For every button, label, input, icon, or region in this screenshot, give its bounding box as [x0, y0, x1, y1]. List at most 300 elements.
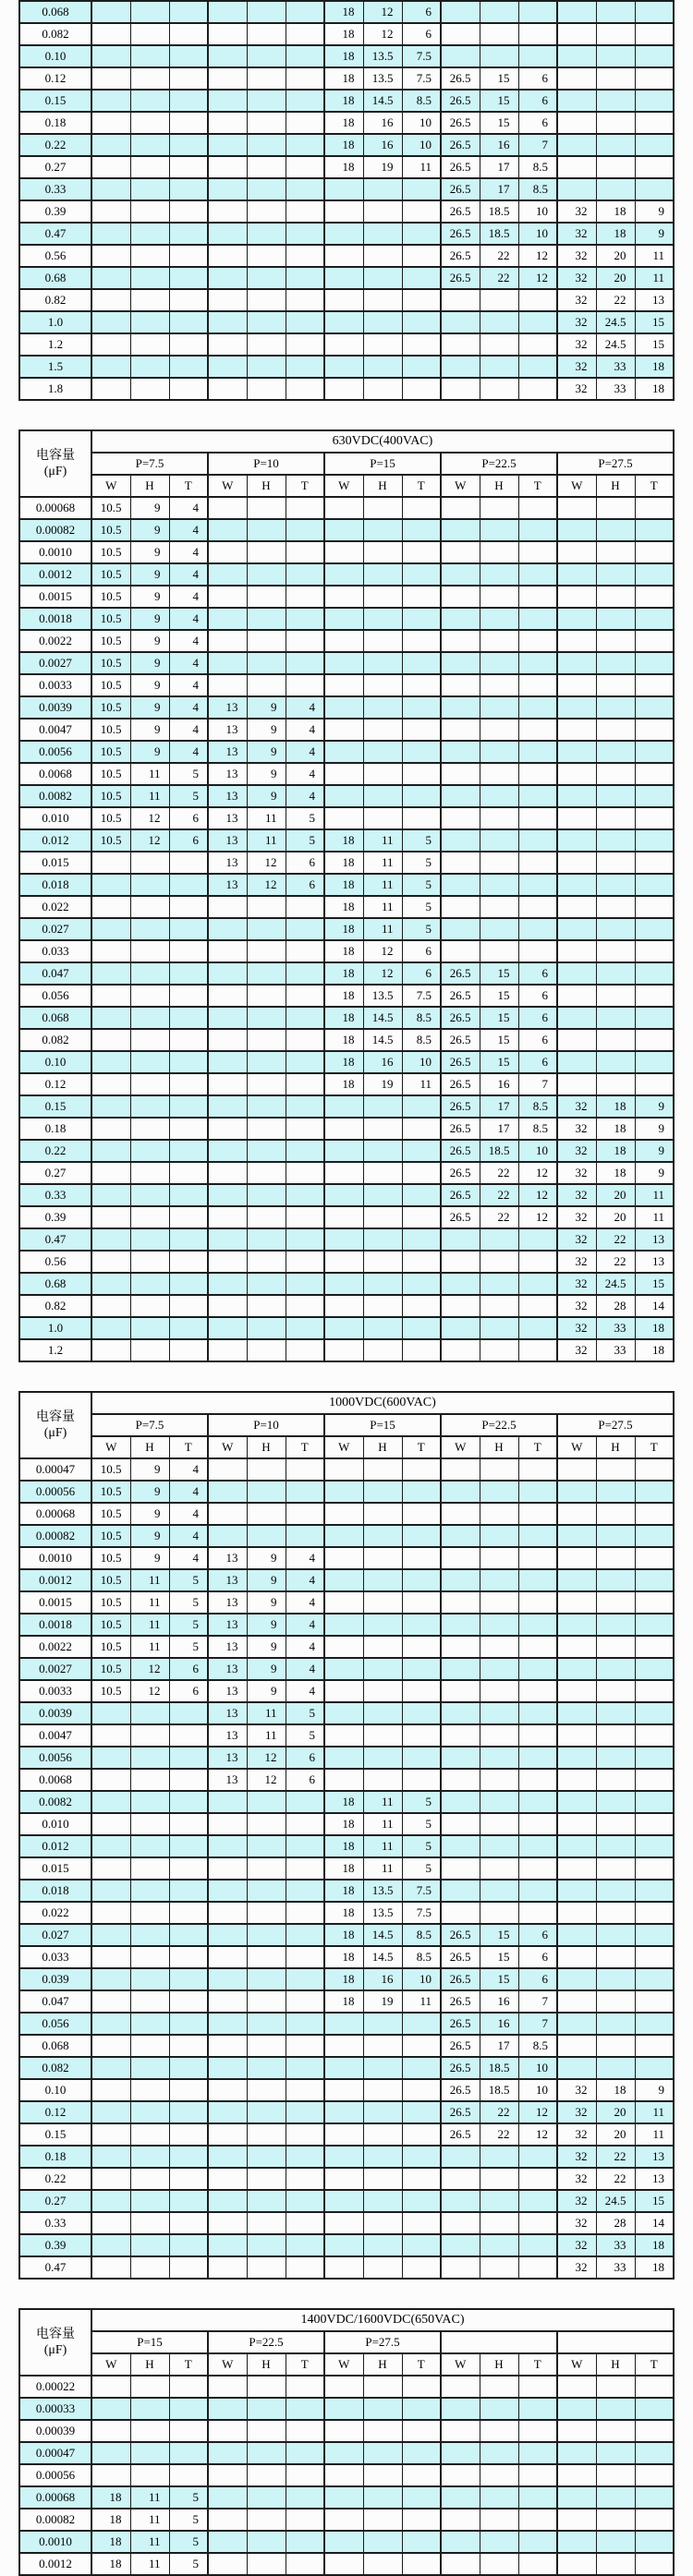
- table-row: [19, 1073, 674, 1095]
- dimension-value: [557, 1547, 596, 1569]
- table-row: [19, 1924, 674, 1946]
- dimension-value: [208, 1251, 247, 1273]
- dimension-value: [130, 1747, 169, 1769]
- dimension-value: [596, 2013, 635, 2035]
- dimension-value: [169, 1184, 208, 1206]
- dimension-value: [286, 2234, 324, 2256]
- dimension-value: [286, 940, 324, 962]
- dimension-value: 18: [91, 2531, 130, 2553]
- capacitance-value: 0.018: [19, 874, 91, 896]
- dimension-value: [169, 2442, 208, 2464]
- dimension-value: [480, 1591, 518, 1614]
- dimension-value: [286, 2553, 324, 2575]
- dimension-value: 15: [480, 1946, 518, 1968]
- dimension-value: 10.5: [91, 1525, 130, 1547]
- dimension-value: [518, 1857, 557, 1880]
- dimension-value: [635, 852, 674, 874]
- dimension-value: [286, 223, 324, 245]
- dimension-value: [363, 1273, 402, 1295]
- dimension-column-header: H: [247, 475, 286, 497]
- dimension-value: 26.5: [441, 1140, 480, 1162]
- dimension-value: 15: [635, 1273, 674, 1295]
- dimension-value: 9: [635, 1162, 674, 1184]
- capacitance-column-header: [19, 1392, 91, 1458]
- dimension-value: [324, 2079, 363, 2101]
- dimension-value: 9: [635, 1118, 674, 1140]
- dimension-value: 12: [518, 245, 557, 267]
- table-row: [19, 2212, 674, 2234]
- dimension-value: [286, 519, 324, 541]
- dimension-value: [130, 2190, 169, 2212]
- dimension-value: [480, 1747, 518, 1769]
- table-row: [19, 2013, 674, 2035]
- dimension-value: [286, 2486, 324, 2509]
- capacitance-value: 0.0039: [19, 1702, 91, 1724]
- dimension-value: [130, 90, 169, 112]
- dimension-value: [557, 2531, 596, 2553]
- dimension-value: [441, 852, 480, 874]
- dimension-value: [557, 90, 596, 112]
- capacitance-value: 0.0027: [19, 1658, 91, 1680]
- dimension-value: [286, 1880, 324, 1902]
- dimension-value: [324, 1140, 363, 1162]
- dimension-value: [169, 1724, 208, 1747]
- dimension-value: [557, 1680, 596, 1702]
- dimension-value: [441, 356, 480, 378]
- dimension-value: [247, 1118, 286, 1140]
- dimension-value: 32: [557, 267, 596, 289]
- dimension-value: [130, 1073, 169, 1095]
- dimension-value: [557, 2509, 596, 2531]
- dimension-value: [402, 1724, 441, 1747]
- dimension-value: 9: [130, 1481, 169, 1503]
- dimension-value: 22: [480, 2101, 518, 2123]
- voltage-rating-title: 630VDC(400VAC): [91, 430, 674, 453]
- dimension-value: 11: [402, 1990, 441, 2013]
- capacitance-value: 0.00068: [19, 2486, 91, 2509]
- dimension-value: [402, 541, 441, 563]
- dimension-value: 9: [247, 1614, 286, 1636]
- dimension-value: [441, 2442, 480, 2464]
- dimension-value: 18: [324, 134, 363, 156]
- dimension-value: [518, 1813, 557, 1835]
- capacitance-value: 0.039: [19, 1968, 91, 1990]
- dimension-value: 10: [518, 2079, 557, 2101]
- capacitance-value: 0.47: [19, 223, 91, 245]
- table-row: [19, 134, 674, 156]
- dimension-value: [480, 1857, 518, 1880]
- table-row: [19, 2509, 674, 2531]
- dimension-value: 18: [324, 940, 363, 962]
- table-row: [19, 1946, 674, 1968]
- dimension-value: 11: [635, 1184, 674, 1206]
- dimension-value: [596, 1990, 635, 2013]
- dimension-value: [286, 1007, 324, 1029]
- capacitance-value: 0.0012: [19, 2553, 91, 2575]
- capacitance-value: 0.015: [19, 1857, 91, 1880]
- capacitance-value: 0.0018: [19, 1614, 91, 1636]
- capacitance-value: 0.00082: [19, 2509, 91, 2531]
- dimension-value: 10: [518, 223, 557, 245]
- dimension-value: [518, 2486, 557, 2509]
- dimension-value: [286, 1140, 324, 1162]
- dimension-value: [169, 2035, 208, 2057]
- dimension-value: [402, 1702, 441, 1724]
- dimension-value: 9: [247, 1636, 286, 1658]
- dimension-value: [324, 2420, 363, 2442]
- dimension-value: [324, 1458, 363, 1481]
- dimension-value: [557, 1813, 596, 1835]
- dimension-value: [324, 696, 363, 719]
- dimension-value: [247, 2464, 286, 2486]
- dimension-value: [518, 2234, 557, 2256]
- dimension-value: [363, 1547, 402, 1569]
- dimension-value: [480, 497, 518, 519]
- dimension-value: [441, 1880, 480, 1902]
- dimension-value: [363, 178, 402, 200]
- capacitance-value: 0.33: [19, 2212, 91, 2234]
- dimension-value: [91, 2101, 130, 2123]
- dimension-value: [480, 1228, 518, 1251]
- dimension-value: 18: [324, 1073, 363, 1095]
- table-row: [19, 719, 674, 741]
- dimension-value: 15: [635, 2190, 674, 2212]
- dimension-value: 13: [208, 1614, 247, 1636]
- dimension-value: [169, 1295, 208, 1317]
- table-gap: [18, 401, 675, 429]
- dimension-value: [247, 2013, 286, 2035]
- dimension-value: 11: [130, 1636, 169, 1658]
- dimension-value: [208, 2398, 247, 2420]
- dimension-value: [596, 1636, 635, 1658]
- dimension-value: 12: [130, 829, 169, 852]
- dimension-value: 15: [480, 1968, 518, 1990]
- dimension-value: [91, 1051, 130, 1073]
- dimension-value: 12: [518, 1206, 557, 1228]
- dimension-value: 10.5: [91, 608, 130, 630]
- capacitance-value: 0.082: [19, 1029, 91, 1051]
- dimension-value: [324, 674, 363, 696]
- dimension-value: 10.5: [91, 1614, 130, 1636]
- table-row: [19, 1, 674, 23]
- dimension-value: [130, 112, 169, 134]
- dimension-value: 32: [557, 1273, 596, 1295]
- dimension-value: [480, 586, 518, 608]
- dimension-value: 10.5: [91, 741, 130, 763]
- dimension-value: [247, 2146, 286, 2168]
- dimension-value: [557, 2398, 596, 2420]
- dimension-value: [635, 1658, 674, 1680]
- dimension-value: 15: [480, 1007, 518, 1029]
- dimension-value: [596, 1968, 635, 1990]
- dimension-value: [130, 2442, 169, 2464]
- dimension-value: 28: [596, 2212, 635, 2234]
- dimension-value: 7.5: [402, 1880, 441, 1902]
- dimension-value: [441, 1658, 480, 1680]
- dimension-value: [557, 1073, 596, 1095]
- table-row: [19, 2553, 674, 2575]
- dimension-value: [286, 134, 324, 156]
- dimension-value: [480, 1569, 518, 1591]
- dimension-value: [441, 1569, 480, 1591]
- dimension-column-header: T: [169, 475, 208, 497]
- dimension-value: [363, 2013, 402, 2035]
- dimension-value: [518, 763, 557, 785]
- dimension-value: [247, 178, 286, 200]
- dimension-value: [324, 1769, 363, 1791]
- dimension-value: [557, 156, 596, 178]
- dimension-value: [91, 1835, 130, 1857]
- dimension-value: 4: [286, 785, 324, 807]
- dimension-value: [324, 311, 363, 333]
- dimension-value: 26.5: [441, 1007, 480, 1029]
- dimension-value: [169, 90, 208, 112]
- dimension-value: [324, 1569, 363, 1591]
- dimension-value: 18: [324, 23, 363, 45]
- table-row: [19, 2464, 674, 2486]
- dimension-value: [596, 896, 635, 918]
- dimension-value: [441, 2553, 480, 2575]
- dimension-column-header: T: [286, 475, 324, 497]
- dimension-value: [557, 696, 596, 719]
- dimension-value: [247, 2509, 286, 2531]
- dimension-value: [596, 2531, 635, 2553]
- dimension-value: 5: [402, 1791, 441, 1813]
- dimension-value: 4: [286, 1614, 324, 1636]
- table-row: [19, 311, 674, 333]
- dimension-value: [441, 2376, 480, 2398]
- dimension-value: [247, 311, 286, 333]
- dimension-value: [480, 1658, 518, 1680]
- dimension-value: [130, 1339, 169, 1361]
- dimension-value: [441, 2190, 480, 2212]
- dimension-value: 26.5: [441, 267, 480, 289]
- dimension-value: 9: [635, 200, 674, 223]
- dimension-value: 32: [557, 1118, 596, 1140]
- dimension-value: [441, 378, 480, 400]
- capacitance-value: 0.010: [19, 1813, 91, 1835]
- dimension-value: 14.5: [363, 1029, 402, 1051]
- dimension-value: [169, 962, 208, 985]
- dimension-value: 12: [130, 1658, 169, 1680]
- dimension-value: [480, 1525, 518, 1547]
- dimension-value: [441, 1857, 480, 1880]
- table-row: [19, 1206, 674, 1228]
- dimension-value: [518, 852, 557, 874]
- dimension-value: [247, 2420, 286, 2442]
- dimension-value: [169, 134, 208, 156]
- dimension-value: [208, 2234, 247, 2256]
- capacitance-value: 0.39: [19, 1206, 91, 1228]
- dimension-column-header: W: [557, 1436, 596, 1458]
- dimension-value: [208, 2212, 247, 2234]
- dimension-value: [441, 1273, 480, 1295]
- dimension-value: [208, 1990, 247, 2013]
- dimension-value: [324, 1680, 363, 1702]
- capacitance-value: 0.27: [19, 156, 91, 178]
- dimension-value: [441, 608, 480, 630]
- table-row: [19, 1251, 674, 1273]
- dimension-value: [324, 719, 363, 741]
- dimension-value: 13: [208, 829, 247, 852]
- dimension-value: [130, 1724, 169, 1747]
- dimension-value: [596, 2398, 635, 2420]
- dimension-value: [130, 940, 169, 962]
- table-row: [19, 940, 674, 962]
- dimension-value: [635, 1569, 674, 1591]
- dimension-value: [169, 1317, 208, 1339]
- dimension-value: [557, 2442, 596, 2464]
- dimension-value: 32: [557, 356, 596, 378]
- capacitance-value: 0.0082: [19, 785, 91, 807]
- dimension-value: 22: [480, 267, 518, 289]
- capacitance-value: 0.0056: [19, 741, 91, 763]
- dimension-value: [635, 696, 674, 719]
- dimension-value: [441, 652, 480, 674]
- dimension-value: [169, 1813, 208, 1835]
- dimension-value: [635, 1636, 674, 1658]
- dimension-value: [635, 918, 674, 940]
- dimension-value: 16: [480, 1073, 518, 1095]
- dimension-value: [402, 267, 441, 289]
- dimension-value: [286, 1295, 324, 1317]
- table-row: [19, 1880, 674, 1902]
- dimension-value: 32: [557, 2123, 596, 2146]
- dimension-value: 18: [324, 918, 363, 940]
- dimension-value: [91, 134, 130, 156]
- dimension-value: 5: [169, 763, 208, 785]
- table-row: [19, 67, 674, 90]
- table-row: [19, 1747, 674, 1769]
- dimension-value: [324, 630, 363, 652]
- dimension-value: [441, 1791, 480, 1813]
- dimension-value: [169, 1968, 208, 1990]
- dimension-value: [247, 90, 286, 112]
- dimension-column-header: W: [441, 475, 480, 497]
- dimension-value: [363, 1658, 402, 1680]
- dimension-column-header: W: [441, 1436, 480, 1458]
- table-row: [19, 2146, 674, 2168]
- dimension-value: [557, 962, 596, 985]
- dimension-value: [480, 918, 518, 940]
- capacitance-value: 0.068: [19, 2035, 91, 2057]
- dimension-value: [208, 1458, 247, 1481]
- dimension-value: [635, 67, 674, 90]
- dimension-value: [91, 1140, 130, 1162]
- dimension-value: 26.5: [441, 1206, 480, 1228]
- dimension-value: [596, 586, 635, 608]
- dimension-value: [480, 2376, 518, 2398]
- table-row: [19, 1791, 674, 1813]
- dimension-value: 5: [169, 2553, 208, 2575]
- dimension-value: [518, 1458, 557, 1481]
- dimension-value: [480, 719, 518, 741]
- dimension-value: [324, 2013, 363, 2035]
- capacitance-value: 0.0010: [19, 541, 91, 563]
- dimension-value: [363, 1724, 402, 1747]
- dimension-value: [286, 1273, 324, 1295]
- dimension-value: [441, 563, 480, 586]
- dimension-value: [363, 2123, 402, 2146]
- dimension-value: [286, 112, 324, 134]
- dimension-value: [441, 2146, 480, 2168]
- dimension-value: [286, 2464, 324, 2486]
- dimension-value: [286, 2123, 324, 2146]
- dimension-value: [91, 23, 130, 45]
- dimension-value: 5: [169, 1614, 208, 1636]
- dimension-value: [635, 156, 674, 178]
- dimension-value: [363, 2035, 402, 2057]
- dimension-value: 6: [518, 1968, 557, 1990]
- dimension-value: [635, 541, 674, 563]
- dimension-value: 26.5: [441, 134, 480, 156]
- dimension-column-header: T: [402, 2353, 441, 2376]
- capacitance-value: 0.12: [19, 2101, 91, 2123]
- dimension-value: [208, 1162, 247, 1184]
- dimension-value: [635, 1481, 674, 1503]
- dimension-value: [596, 45, 635, 67]
- dimension-value: 32: [557, 1184, 596, 1206]
- dimension-value: 4: [169, 519, 208, 541]
- dimension-value: 18: [91, 2486, 130, 2509]
- dimension-value: 4: [286, 763, 324, 785]
- dimension-value: [363, 1680, 402, 1702]
- dimension-value: [363, 2168, 402, 2190]
- dimension-value: [557, 541, 596, 563]
- dimension-value: [286, 2168, 324, 2190]
- dimension-value: [402, 1525, 441, 1547]
- pitch-header: P=27.5: [557, 453, 674, 475]
- dimension-value: [169, 2057, 208, 2079]
- dimension-value: 32: [557, 378, 596, 400]
- dimension-value: [247, 563, 286, 586]
- capacitance-value: 0.068: [19, 1007, 91, 1029]
- dimension-value: [247, 67, 286, 90]
- dimension-value: [363, 289, 402, 311]
- dimension-value: [480, 2442, 518, 2464]
- table-row: [19, 630, 674, 652]
- dimension-value: [518, 333, 557, 356]
- table-row: [19, 267, 674, 289]
- dimension-value: [557, 985, 596, 1007]
- dimension-value: 17: [480, 1118, 518, 1140]
- dimension-value: [480, 2212, 518, 2234]
- dimension-value: [557, 1007, 596, 1029]
- dimension-column-header: W: [208, 1436, 247, 1458]
- dimension-value: [518, 2146, 557, 2168]
- dimension-value: [324, 2035, 363, 2057]
- dimension-value: 26.5: [441, 1118, 480, 1140]
- dimension-value: 18: [596, 200, 635, 223]
- dimension-value: [518, 2442, 557, 2464]
- dimension-value: [208, 985, 247, 1007]
- dimension-value: [402, 1658, 441, 1680]
- dimension-value: [596, 763, 635, 785]
- dimension-value: [130, 1295, 169, 1317]
- dimension-value: 9: [130, 741, 169, 763]
- dimension-value: [130, 267, 169, 289]
- dimension-value: [635, 1503, 674, 1525]
- capacitance-value: 0.00056: [19, 2464, 91, 2486]
- dimension-value: [247, 1902, 286, 1924]
- dimension-value: [247, 608, 286, 630]
- dimension-value: [557, 1769, 596, 1791]
- dimension-value: [324, 378, 363, 400]
- dimension-table-1000vdc: [18, 1391, 675, 2280]
- dimension-value: [286, 67, 324, 90]
- dimension-value: [557, 1747, 596, 1769]
- dimension-value: 4: [169, 1503, 208, 1525]
